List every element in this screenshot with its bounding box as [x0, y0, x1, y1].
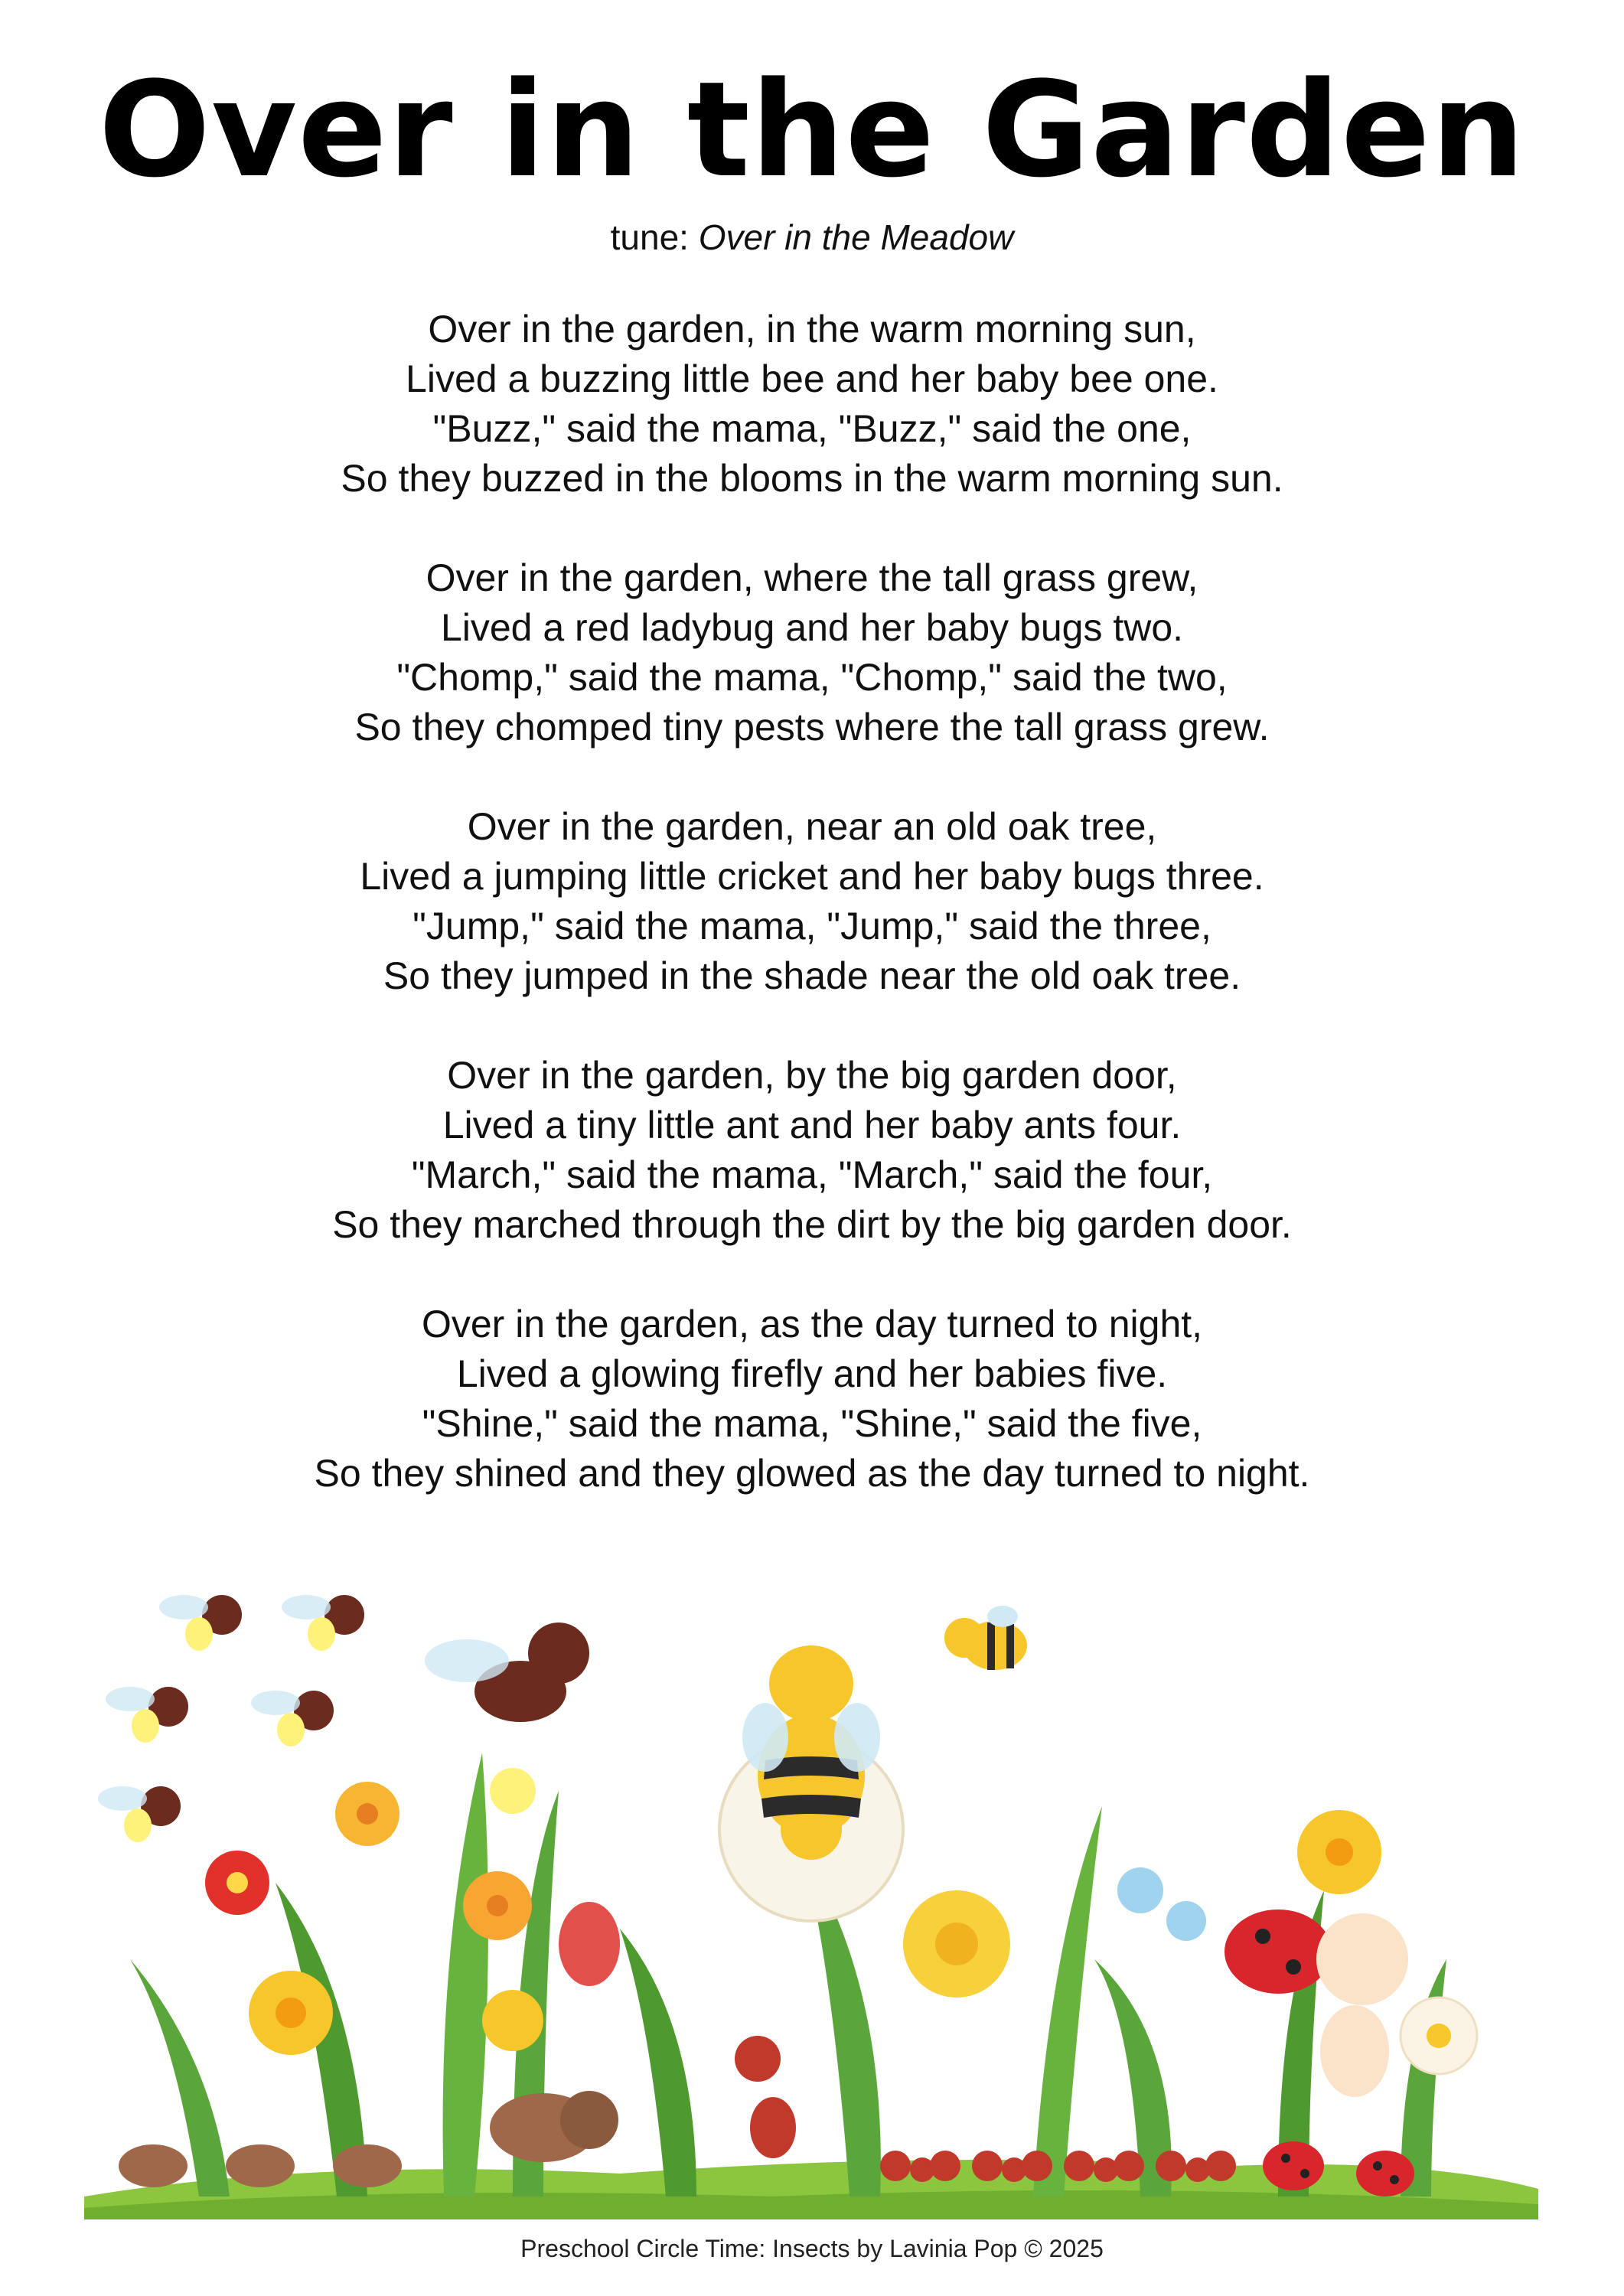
verse-line: Lived a tiny little ant and her baby ants four. [442, 1104, 1182, 1146]
yellow-flower [1297, 1810, 1381, 1894]
verse-line: So they marched through the dirt by the big garden door. [332, 1203, 1292, 1246]
verse-line: Over in the garden, by the big garden door, [447, 1054, 1177, 1097]
verse-line: So they buzzed in the blooms in the warm morning sun. [341, 457, 1283, 500]
verse-line: Over in the garden, in the warm morning sun, [428, 308, 1196, 351]
cricket-icon [226, 2144, 295, 2187]
ant-icon [735, 2036, 796, 2158]
verse-3 [0, 802, 1624, 1001]
verse-line: "Jump," said the mama, "Jump," said the three, [413, 905, 1211, 947]
verse-line: So they chomped tiny pests where the tall grass grew. [354, 706, 1270, 748]
orange-flower [335, 1782, 399, 1846]
verse-line: Lived a jumping little cricket and her baby bugs three. [360, 855, 1264, 898]
orange-flower [463, 1871, 532, 1940]
tune-prefix: tune: [610, 217, 699, 257]
daffodil-flower [903, 1890, 1010, 1998]
ant-icon [972, 2151, 1052, 2182]
verse-line: Over in the garden, near an old oak tree, [467, 805, 1157, 848]
ladybug-icon [1225, 1910, 1408, 2097]
verse-line: "Chomp," said the mama, "Chomp," said the two, [396, 656, 1228, 699]
yellow-flower [482, 1990, 543, 2051]
garden-illustration [84, 1561, 1538, 2219]
verse-line: Lived a buzzing little bee and her baby bee one. [406, 357, 1218, 400]
verse-5 [0, 1300, 1624, 1499]
ant-icon [880, 2151, 960, 2182]
ladybug-icon [1263, 2141, 1324, 2190]
ant-icon [1064, 2151, 1144, 2182]
page-title: Over in the Garden [98, 53, 1526, 207]
tune-song: Over in the Meadow [698, 217, 1014, 257]
firefly-icon [251, 1691, 334, 1746]
verse-line: "March," said the mama, "March," said the four, [411, 1153, 1213, 1196]
bee-icon [742, 1645, 880, 1837]
verse-line: "Shine," said the mama, "Shine," said the five, [422, 1402, 1202, 1445]
verse-line: Lived a glowing firefly and her babies five. [456, 1352, 1168, 1395]
cricket-icon [333, 2144, 402, 2187]
verse-line: Lived a red ladybug and her baby bugs two. [440, 606, 1184, 649]
firefly-icon [159, 1595, 242, 1651]
verse-line: So they jumped in the shade near the old oak tree. [383, 954, 1241, 997]
verse-line: Over in the garden, where the tall grass grew, [426, 556, 1198, 599]
firefly-icon [425, 1623, 589, 1814]
cricket-icon [490, 2091, 618, 2162]
verse-2 [0, 553, 1624, 752]
verse-line: Over in the garden, as the day turned to night, [421, 1303, 1203, 1345]
tulip-flower [559, 1902, 620, 1986]
white-flower [1401, 1998, 1477, 2074]
footer-credit: Preschool Circle Time: Insects by Lavinia Pop © 2025 [520, 2235, 1104, 2262]
firefly-icon [106, 1687, 188, 1743]
red-flower [205, 1851, 269, 1915]
verses [0, 305, 1624, 1548]
verse-4 [0, 1051, 1624, 1250]
yellow-flower [249, 1971, 333, 2055]
firefly-icon [98, 1786, 181, 1842]
verse-line: So they shined and they glowed as the day turned to night. [314, 1452, 1310, 1495]
ant-icon [1156, 2151, 1236, 2182]
tune-line [0, 216, 1624, 259]
cricket-icon [119, 2144, 188, 2187]
ladybug-icon [1356, 2151, 1414, 2197]
bee-icon [944, 1606, 1027, 1670]
firefly-icon [282, 1595, 364, 1651]
verse-1 [0, 305, 1624, 504]
blue-flower [1117, 1867, 1206, 1941]
verse-line: "Buzz," said the mama, "Buzz," said the one, [432, 407, 1192, 450]
